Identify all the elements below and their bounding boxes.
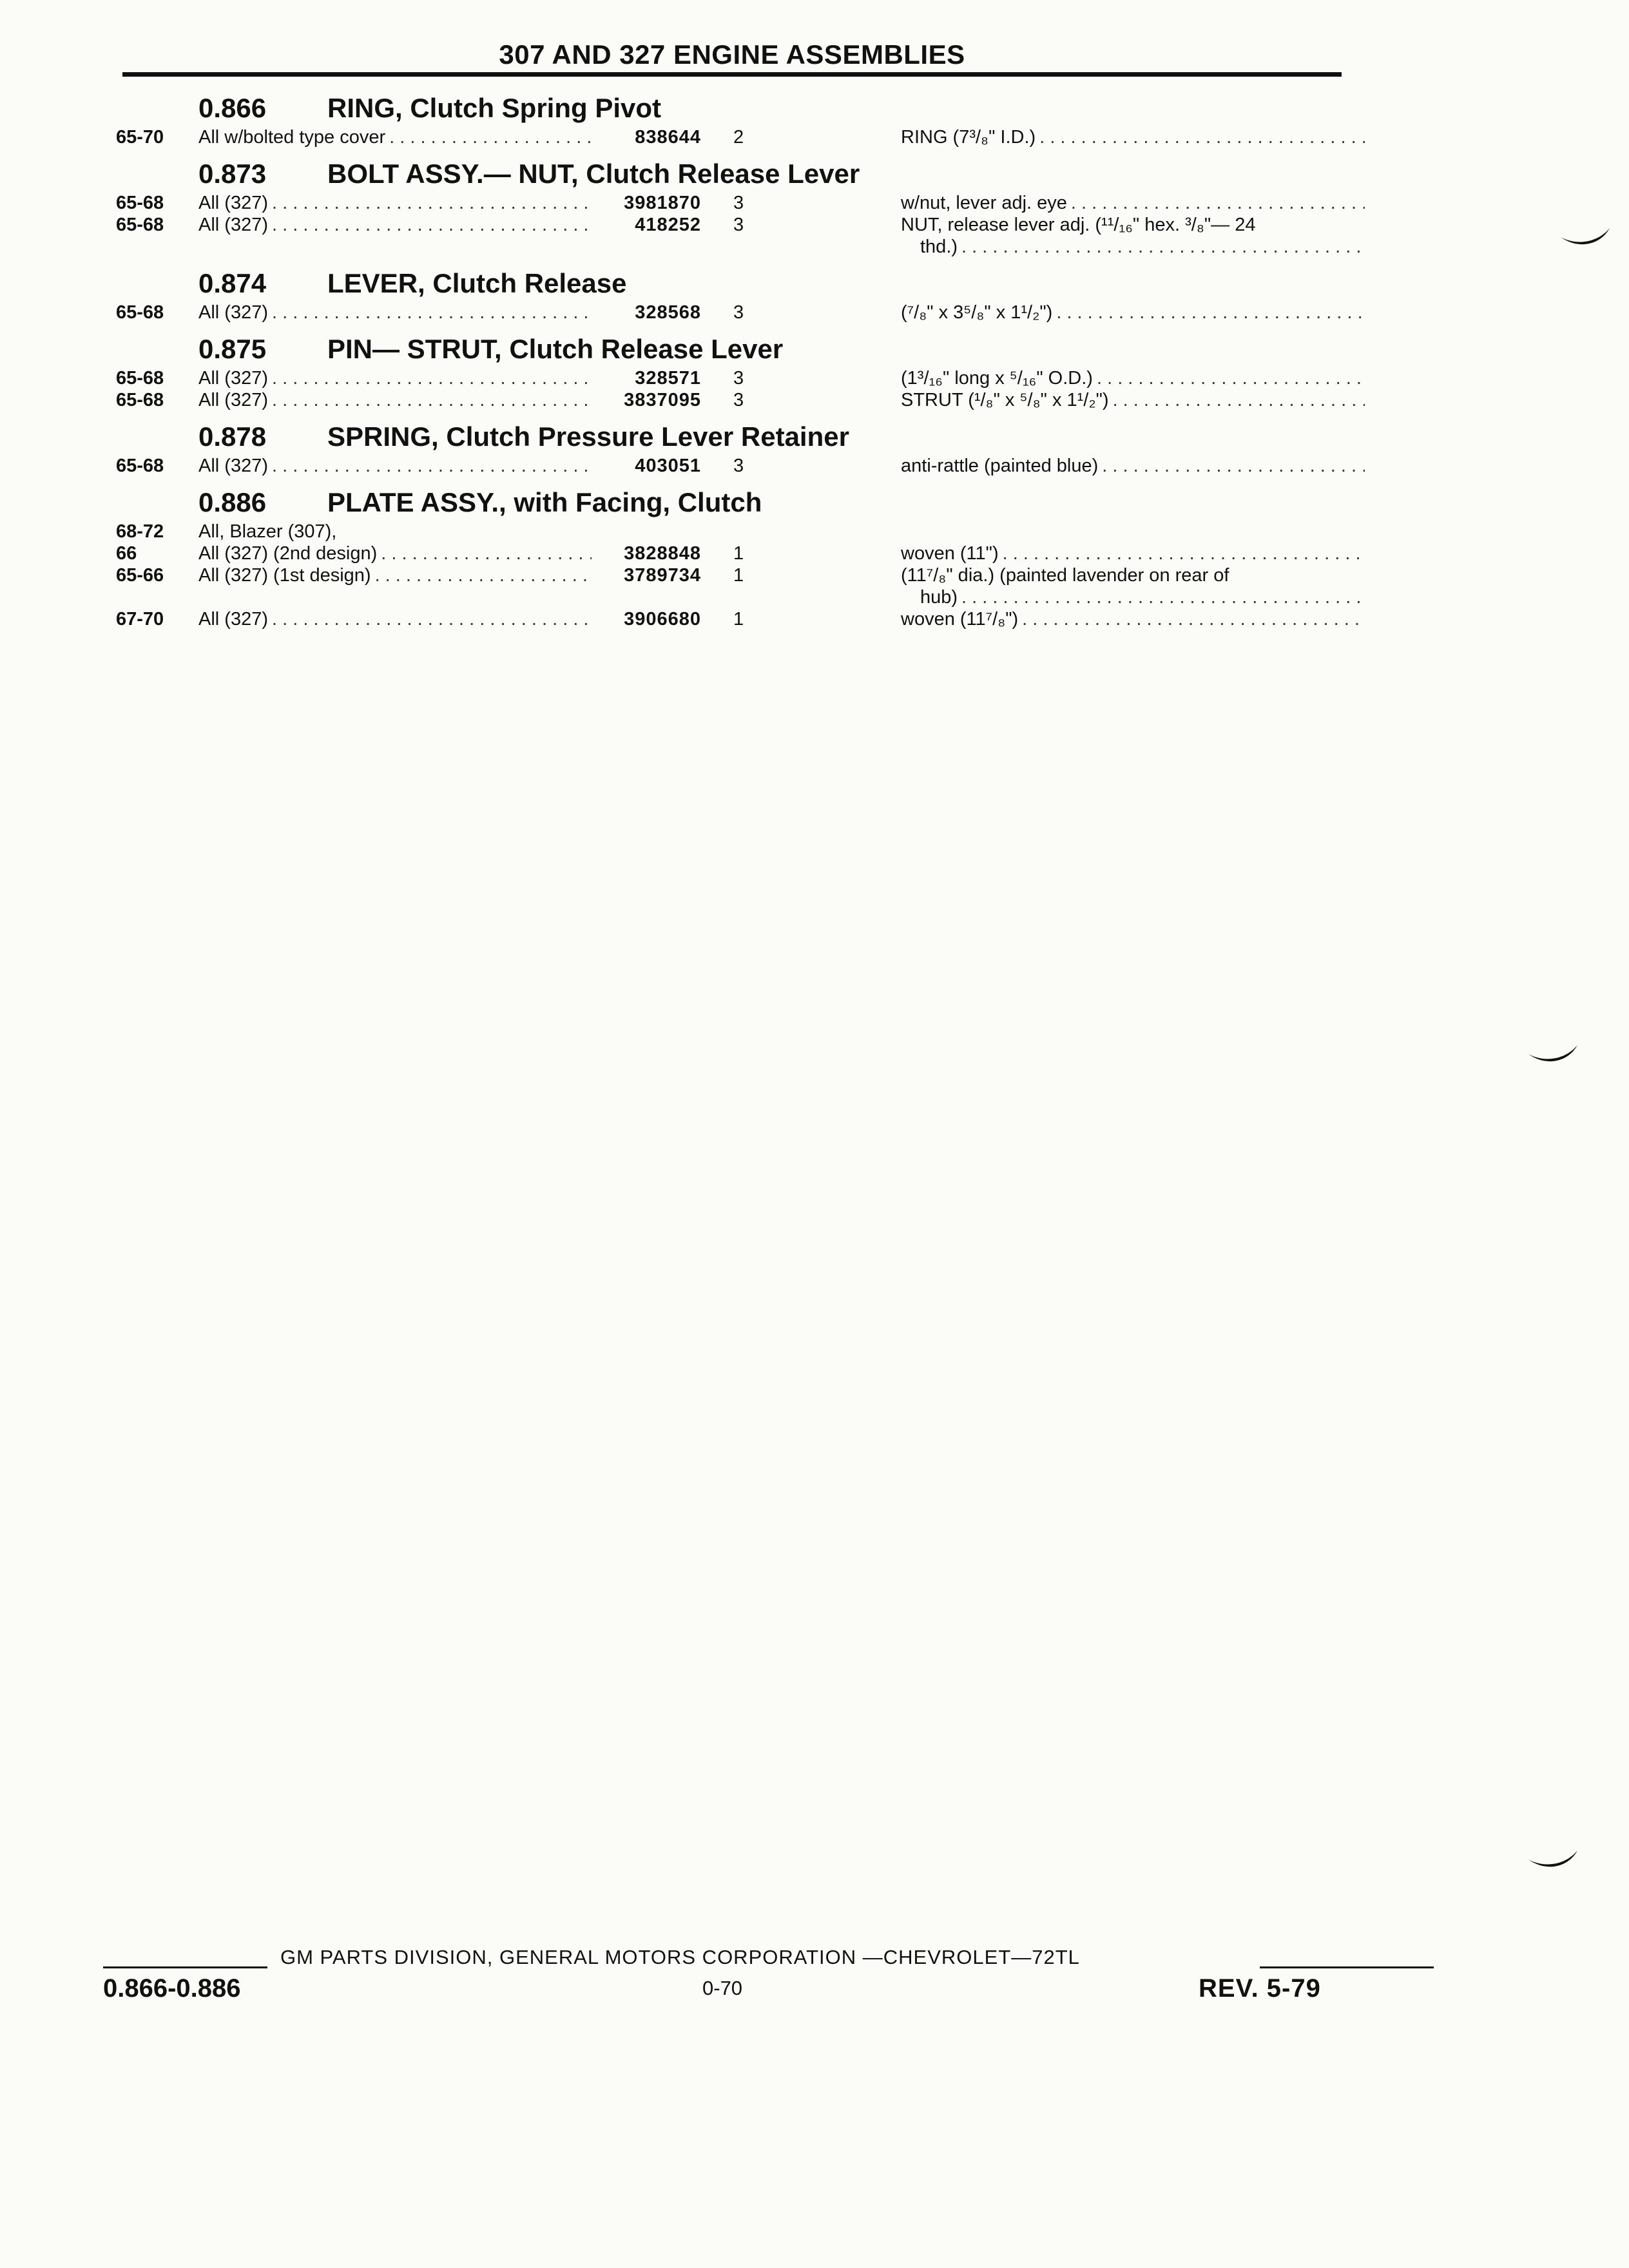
part-number: 3828848 xyxy=(624,543,701,564)
application: All (327) (1st design) xyxy=(198,565,371,586)
dot-leader xyxy=(999,543,1365,564)
dot-leader xyxy=(1109,389,1365,411)
group-name: LEVER, Clutch Release xyxy=(327,268,627,298)
part-row xyxy=(116,389,1340,411)
quantity: 3 xyxy=(733,215,744,235)
application-cell xyxy=(198,455,592,477)
group-name: RING, Clutch Spring Pivot xyxy=(327,93,662,123)
quantity: 2 xyxy=(733,127,744,148)
description: NUT, release lever adj. (¹¹/₁₆" hex. ³/₈"— 24 xyxy=(901,215,1256,235)
application: All (327) xyxy=(198,193,268,213)
dot-leader xyxy=(268,367,592,389)
application: All, Blazer (307), xyxy=(198,521,337,542)
description-continued: thd.) xyxy=(920,236,958,257)
description-cell xyxy=(901,543,1365,564)
description-continued: hub) xyxy=(920,587,958,608)
description: STRUT (¹/₈" x ⁵/₈" x 1¹/₂") xyxy=(901,390,1109,410)
publisher-line: GM PARTS DIVISION, GENERAL MOTORS CORPORATION —CHEVROLET—72TL xyxy=(280,1946,1080,1968)
dot-leader xyxy=(1052,302,1365,323)
description: RING (7³/₈" I.D.) xyxy=(901,127,1036,148)
quantity: 3 xyxy=(733,456,744,476)
parts-group xyxy=(116,156,1340,258)
application-cell xyxy=(198,367,592,389)
part-row xyxy=(116,564,1340,586)
application: All (327) (2nd design) xyxy=(198,543,378,564)
group-name: PLATE ASSY., with Facing, Clutch xyxy=(327,487,762,517)
dot-leader xyxy=(1093,367,1365,389)
group-heading xyxy=(116,90,1340,126)
application-cell xyxy=(198,521,592,543)
description-cell xyxy=(901,586,1365,608)
description-cell xyxy=(901,302,1365,323)
parts-group xyxy=(116,331,1340,411)
parts-group xyxy=(116,265,1340,323)
dot-leader xyxy=(958,586,1365,608)
quantity: 3 xyxy=(733,390,744,410)
part-row xyxy=(116,543,1340,564)
description: w/nut, lever adj. eye xyxy=(901,193,1067,213)
description: (⁷/₈" x 3⁵/₈" x 1¹/₂") xyxy=(901,302,1053,323)
dot-leader xyxy=(385,126,592,148)
application: All (327) xyxy=(198,456,268,476)
model-years: 65-68 xyxy=(116,390,164,410)
model-years: 68-72 xyxy=(116,521,164,542)
model-years: 65-66 xyxy=(116,565,164,586)
revision-date: REV. 5-79 xyxy=(1199,1974,1321,2003)
dot-leader xyxy=(268,389,592,411)
application: All (327) xyxy=(198,390,268,410)
footer-rule xyxy=(1260,1966,1434,1968)
part-number: 3906680 xyxy=(624,609,701,629)
part-row-continuation xyxy=(116,236,1340,258)
dot-leader xyxy=(268,192,592,214)
part-row xyxy=(116,192,1340,214)
application: All w/bolted type cover xyxy=(198,127,386,148)
application-cell xyxy=(198,126,592,148)
dot-leader xyxy=(377,543,592,564)
dot-leader xyxy=(1018,608,1365,630)
part-number: 328568 xyxy=(635,302,701,323)
group-code: 0.874 xyxy=(198,268,267,298)
description: woven (11⁷/₈") xyxy=(901,609,1019,629)
header-rule xyxy=(122,72,1342,77)
application-cell xyxy=(198,302,592,323)
application-cell xyxy=(198,564,592,586)
group-code: 0.886 xyxy=(198,487,267,517)
group-code: 0.866 xyxy=(198,93,267,123)
group-code: 0.873 xyxy=(198,159,267,189)
dot-leader xyxy=(268,302,592,323)
part-row-continuation xyxy=(116,586,1340,608)
part-number: 328571 xyxy=(635,368,701,389)
model-years: 66 xyxy=(116,543,137,564)
part-row xyxy=(116,302,1340,323)
application-cell xyxy=(198,543,592,564)
part-number: 3837095 xyxy=(624,390,701,410)
model-years: 65-68 xyxy=(116,193,164,213)
quantity: 1 xyxy=(733,565,744,586)
part-number: 3981870 xyxy=(624,193,701,213)
application: All (327) xyxy=(198,215,268,235)
description-cell xyxy=(901,608,1365,630)
quantity: 3 xyxy=(733,302,744,323)
footer-rule xyxy=(103,1966,267,1968)
description-cell xyxy=(901,389,1365,411)
quantity: 1 xyxy=(733,543,744,564)
model-years: 65-68 xyxy=(116,368,164,389)
group-name: PIN— STRUT, Clutch Release Lever xyxy=(327,334,784,364)
description: anti-rattle (painted blue) xyxy=(901,456,1099,476)
group-name: BOLT ASSY.— NUT, Clutch Release Lever xyxy=(327,159,860,189)
description: (1³/₁₆" long x ⁵/₁₆" O.D.) xyxy=(901,368,1093,389)
application-cell xyxy=(198,608,592,630)
dot-leader xyxy=(958,236,1365,258)
group-code: 0.875 xyxy=(198,334,267,364)
part-row xyxy=(116,214,1340,236)
description-cell xyxy=(901,564,1365,586)
application-cell xyxy=(198,214,592,236)
parts-group xyxy=(116,419,1340,477)
quantity: 3 xyxy=(733,193,744,213)
group-heading xyxy=(116,156,1340,192)
quantity: 1 xyxy=(733,609,744,629)
description: (11⁷/₈" dia.) (painted lavender on rear of xyxy=(901,565,1229,586)
quantity: 3 xyxy=(733,368,744,389)
dot-leader xyxy=(1036,126,1365,148)
dot-leader xyxy=(1098,455,1365,477)
description-cell xyxy=(901,455,1365,477)
binder-hole-mark xyxy=(1559,227,1611,250)
group-heading xyxy=(116,331,1340,367)
part-row xyxy=(116,126,1340,148)
dot-leader xyxy=(371,564,592,586)
part-number: 403051 xyxy=(635,456,701,476)
page-title: 307 AND 327 ENGINE ASSEMBLIES xyxy=(499,39,965,70)
model-years: 67-70 xyxy=(116,609,164,629)
description-cell xyxy=(901,367,1365,389)
parts-group xyxy=(116,485,1340,630)
application: All (327) xyxy=(198,302,268,323)
description-cell xyxy=(901,126,1365,148)
description: woven (11") xyxy=(901,543,999,564)
dot-leader xyxy=(268,608,592,630)
part-row xyxy=(116,608,1340,630)
section-range: 0.866-0.886 xyxy=(103,1974,241,2003)
model-years: 65-68 xyxy=(116,456,164,476)
description-cell xyxy=(901,214,1365,236)
parts-group xyxy=(116,90,1340,148)
application: All (327) xyxy=(198,368,268,389)
group-heading xyxy=(116,419,1340,455)
application: All (327) xyxy=(198,609,268,629)
part-number: 3789734 xyxy=(624,565,701,586)
dot-leader xyxy=(268,214,592,236)
part-row xyxy=(116,455,1340,477)
page-header xyxy=(122,39,1342,77)
description-cell xyxy=(901,192,1365,214)
dot-leader xyxy=(1067,192,1365,214)
binder-hole-mark xyxy=(1527,1849,1579,1872)
model-years: 65-70 xyxy=(116,127,164,148)
model-years: 65-68 xyxy=(116,215,164,235)
page-number: 0-70 xyxy=(702,1977,743,1999)
part-number: 418252 xyxy=(635,215,701,235)
description-cell xyxy=(901,236,1365,258)
group-heading xyxy=(116,265,1340,302)
group-heading xyxy=(116,485,1340,521)
binder-hole-mark xyxy=(1527,1044,1579,1067)
application-cell xyxy=(198,389,592,411)
application-cell xyxy=(198,192,592,214)
part-number: 838644 xyxy=(635,127,701,148)
page-footer xyxy=(103,1946,1327,2036)
part-row xyxy=(116,521,1340,543)
dot-leader xyxy=(268,455,592,477)
part-row xyxy=(116,367,1340,389)
model-years: 65-68 xyxy=(116,302,164,323)
group-code: 0.878 xyxy=(198,421,267,452)
parts-listing xyxy=(116,90,1340,638)
group-name: SPRING, Clutch Pressure Lever Retainer xyxy=(327,421,849,452)
